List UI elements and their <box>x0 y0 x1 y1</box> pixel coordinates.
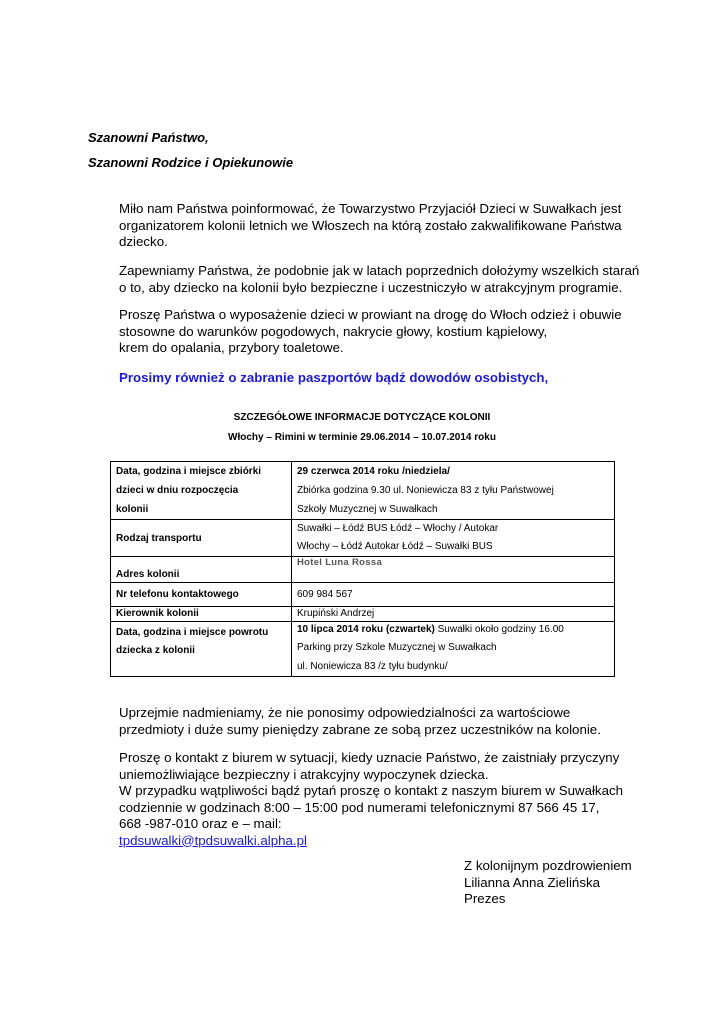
table-row <box>111 520 615 557</box>
text-line: przedmioty i duże sumy pieniędzy zabrane ze sobą przez uczestników na kolonie. <box>119 721 601 737</box>
table-row <box>111 557 615 583</box>
paragraph-intro <box>119 201 649 251</box>
row-value <box>292 520 615 557</box>
row-label <box>111 462 292 520</box>
contact-prefix: 668 -987-010 oraz e – mail: <box>119 816 282 831</box>
value-line: Parking przy Szkole Muzycznej w Suwałkach <box>297 642 497 653</box>
value-line: ul. Noniewicza 83 /z tyłu budynku/ <box>297 661 448 672</box>
signature-name: Lilianna Anna Zielińska <box>464 874 601 890</box>
text-line: Miło nam Państwa poinformować, że Towarzystwo Przyjaciół Dzieci w Suwałkach jest <box>119 201 622 216</box>
row-label: Kierownik kolonii <box>111 607 292 622</box>
text-line: stosowne do warunków pogodowych, nakrycie głowy, kostium kąpielowy, <box>119 323 548 339</box>
value-line: 29 czerwca 2014 roku /niedziela/ <box>297 466 450 477</box>
email-link[interactable]: tpdsuwalki@tpdsuwalki.alpha.pl <box>119 832 307 848</box>
text-line: codziennie w godzinach 8:00 – 15:00 pod numerami telefonicznymi 87 566 45 17, <box>119 799 600 815</box>
signature <box>464 858 632 908</box>
greeting-line-1: Szanowni Państwo, <box>88 130 209 145</box>
paragraph-equipment <box>119 307 649 357</box>
paragraph-liability <box>119 705 649 738</box>
row-label: Nr telefonu kontaktowego <box>111 583 292 607</box>
text-line: krem do opalania, przybory toaletowe. <box>119 340 344 355</box>
return-date: 10 lipca 2014 roku (czwartek) <box>297 624 435 635</box>
signature-line: Z kolonijnym pozdrowieniem <box>464 858 632 873</box>
paragraph-contact <box>119 750 649 849</box>
value-line: Zbiórka godzina 9.30 ul. Noniewicza 83 z tyłu Państwowej <box>297 485 554 496</box>
text-line: organizatorem kolonii letnich we Włoszech na którą zostało zakwalifikowane Państwa <box>119 217 622 233</box>
row-value <box>292 557 615 583</box>
value-line: Włochy – Łódź Autokar Łódź – Suwałki BUS <box>297 541 493 552</box>
value-line: Suwałki – Łódź BUS Łódź – Włochy / Autokar <box>297 523 499 534</box>
text-line: dziecko. <box>119 234 168 249</box>
table-row <box>111 462 615 520</box>
hotel-name: Hotel Luna Rossa <box>297 557 383 568</box>
table-row <box>111 607 615 622</box>
text-line <box>119 816 649 849</box>
text-line: o to, aby dziecko na kolonii było bezpieczne i uczestniczyło w atrakcyjnym programie. <box>119 279 623 295</box>
row-label: Rodzaj transportu <box>111 520 292 557</box>
text-line: Zapewniamy Państwa, że podobnie jak w latach poprzednich dołożymy wszelkich starań <box>119 263 640 278</box>
row-value <box>292 462 615 520</box>
text-line: Uprzejmie nadmieniamy, że nie ponosimy odpowiedzialności za wartościowe <box>119 705 571 720</box>
text-line: Proszę Państwa o wyposażenie dzieci w prowiant na drogę do Włoch odzież i obuwie <box>119 307 622 322</box>
label-line: dzieci w dniu rozpoczęcia <box>116 485 239 496</box>
label-line: Data, godzina i miejsce powrotu <box>116 627 269 638</box>
value-line <box>297 622 609 638</box>
label-line: kolonii <box>116 504 149 515</box>
row-value <box>292 622 615 677</box>
label-line: Data, godzina i miejsce zbiórki <box>116 466 262 477</box>
return-time: Suwałki około godziny 16.00 <box>434 624 564 635</box>
value-line: Szkoły Muzycznej w Suwałkach <box>297 504 438 515</box>
paragraph-assurance <box>119 263 649 296</box>
row-value: Krupiński Andrzej <box>292 607 615 622</box>
text-line: Proszę o kontakt z biurem w sytuacji, kiedy uznacie Państwo, że zaistniały przyczyny <box>119 750 620 765</box>
highlight-passports: Prosimy również o zabranie paszportów bądź dowodów osobistych, <box>119 370 549 385</box>
row-value: 609 984 567 <box>292 583 615 607</box>
row-label: Adres kolonii <box>111 557 292 583</box>
table-row <box>111 583 615 607</box>
row-label <box>111 622 292 677</box>
text-line: W przypadku wątpliwości bądź pytań proszę o kontakt z naszym biurem w Suwałkach <box>119 783 624 798</box>
details-table <box>110 461 615 677</box>
details-title: SZCZEGÓŁOWE INFORMACJE DOTYCZĄCE KOLONII <box>233 412 491 423</box>
table-row <box>111 622 615 677</box>
label-line: dziecka z kolonii <box>116 645 195 656</box>
text-line: uniemożliwiające bezpieczny i atrakcyjny wypoczynek dziecka. <box>119 766 489 782</box>
details-subtitle: Włochy – Rimini w terminie 29.06.2014 – 10.07.2014 roku <box>228 432 496 443</box>
signature-title: Prezes <box>464 891 506 906</box>
greeting-line-2: Szanowni Rodzice i Opiekunowie <box>88 155 294 170</box>
